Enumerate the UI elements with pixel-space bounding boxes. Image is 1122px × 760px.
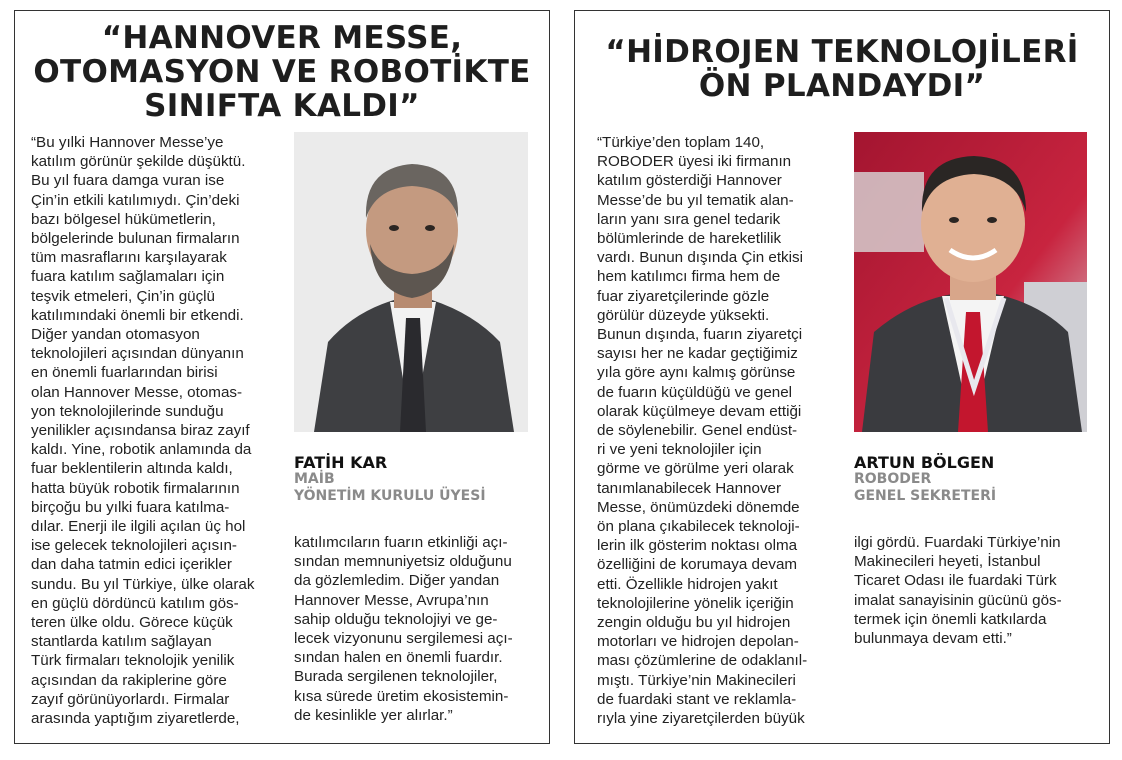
body-text-line: imalat sanayisinin gücünü gös- [854,591,1062,609]
body-text-line: Messe’de bu yıl tematik alan- [597,191,794,209]
body-text-line: ması çözümlerine de odaklanıl- [597,652,808,670]
person-title: YÖNETİM KURULU ÜYESİ [294,488,486,504]
body-text-line: fuar ziyaretçilerinde gözle [597,287,770,305]
body-text-line: teknolojileri açısından dünyanın [31,345,244,363]
body-text-line: “Bu yılki Hannover Messe’ye [31,134,224,151]
person-caption [854,454,996,505]
portrait-illustration [294,132,528,432]
headline-line: “HİDROJEN TEKNOLOJİLERİ [605,34,1079,70]
body-text-line: teren ülke oldu. Görece küçük [31,614,233,632]
body-text-line: en güçlü dördüncü katılım gös- [31,594,239,612]
body-text-line: ilgi gördü. Fuardaki Türkiye’nin [854,534,1061,551]
person-name: FATİH KAR [294,453,388,472]
body-text-line: bölgelerinde bulunan firmaların [31,230,240,248]
body-text-line: de kesinlikle yer alırlar.” [294,706,453,724]
body-text-line: katılım gösterdiği Hannover [597,172,782,190]
body-text-line: dılar. Enerji ile ilgili açılan üç hol [31,518,246,536]
body-column-2 [854,533,1062,648]
person-organization: ROBODER [854,471,932,487]
body-text-line: de söylenebilir. Genel endüst- [597,422,798,440]
body-text-line: tüm masraflarını karşılayarak [31,249,227,267]
body-text-line: sayısı her ne kadar geçtiğimiz [597,345,798,363]
body-text-line: kaldı. Yine, robotik anlamında da [31,441,252,459]
body-text-line: açısından da rakiplerine göre [31,671,227,689]
body-text-line: ROBODER üyesi iki firmanın [597,153,792,171]
body-column-2 [294,533,513,725]
body-text-line: teknolojilerine yönelik içeriğin [597,594,794,612]
body-text-line: termek için önemli katkılarda [854,610,1047,628]
body-column-1 [597,133,807,728]
portrait-illustration [854,132,1087,432]
headline-line: SINIFTA KALDI” [144,88,420,124]
headline-line: ÖN PLANDAYDI” [698,68,986,104]
headline [575,35,1109,103]
body-text-line: Messe, önümüzdeki dönemde [597,498,800,516]
body-text-line: rıyla yine ziyaretçilerden büyük [597,710,805,728]
body-text-line: Bu yıl fuara damga vuran ise [31,172,225,190]
body-text-line: da gözlemledim. Diğer yandan [294,572,500,590]
body-text-line: de fuardaki stant ve reklamla- [597,690,797,708]
body-text-line: özelliğini de korumaya devam [597,556,798,574]
body-text-line: yenilikler açısındansa biraz zayıf [31,422,250,440]
body-text-line: sundu. Bu yıl Türkiye, ülke olarak [31,575,255,593]
body-text-line: Ticaret Odası ile fuardaki Türk [854,572,1057,590]
body-text-line: katılım görünür şekilde düşüktü. [31,153,246,171]
body-text-line: Bunun dışında, fuarın ziyaretçi [597,326,803,344]
body-text-line: vardı. Bunun dışında Çin etkisi [597,249,803,267]
article-panel-left [14,10,550,744]
body-text-line: zayıf görünüyorlardı. Firmalar [31,690,230,708]
body-text-line: etti. Özellikle hidrojen yakıt [597,575,778,593]
body-text-line: birçoğu bu yılki fuara katılma- [31,498,230,516]
body-text-line: Makinecileri heyeti, İstanbul [854,553,1041,571]
body-text-line: Hannover Messe, Avrupa’nın [294,591,489,609]
person-title: GENEL SEKRETERİ [854,488,997,504]
body-text-line: bulunmaya devam etti.” [854,630,1012,648]
body-text-line: ların yanı sıra genel tedarik [597,210,781,228]
person-name: ARTUN BÖLGEN [854,453,995,472]
body-text-line: katılımındaki önemli bir etkendi. [31,306,244,324]
body-text-line: Çin’in etkili katılımıydı. Çin’deki [31,191,240,209]
body-text-line: olarak küçülmeye devam ettiği [597,402,802,420]
body-text-line: ön plana çıkabilecek teknoloji- [597,518,800,536]
body-text-line: sahip olduğu teknolojiyi ve ge- [294,610,498,628]
body-text-line: dan daha tatmin edici içerikler [31,556,232,574]
body-text-line: bazı bölgesel hükümetlerin, [31,210,216,228]
portrait-photo [294,132,528,432]
body-text-line: de fuarın küçüldüğü ve genel [597,383,793,401]
body-text-line: kısa sürede üretim ekosistemin- [294,687,509,705]
body-text-line: motorları ve hidrojen depolan- [597,633,799,651]
body-text-line: lerin ilk gösterim noktası olma [597,537,798,555]
body-text-line: hem katılımcı firma hem de [597,268,781,286]
headline-line: “HANNOVER MESSE, [101,20,463,56]
body-text-line: sından memnuniyetsiz olduğunu [294,553,512,571]
body-text-line: ise gelecek teknolojileri açısın- [31,537,237,555]
body-text-line: hatta büyük robotik firmalarının [31,479,240,497]
body-text-line: tanımlanabilecek Hannover [597,479,782,497]
body-text-line: zengin olduğu bu yıl hidrojen [597,614,791,632]
body-text-line: yon teknolojilerinde sunduğu [31,402,224,420]
headline [15,21,549,123]
body-text-line: fuara katılım sağlamaları için [31,268,225,286]
body-text-line: lecek vizyonunu sergilemesi açı- [294,630,513,648]
body-text-line: katılımcıların fuarın etkinliği açı- [294,534,508,551]
article-panel-right [574,10,1110,744]
body-text-line: stantlarda katılım sağlayan [31,633,212,651]
body-text-line: sından halen en önemli fuardır. [294,649,503,667]
body-text-line: ri ve yeni teknolojiler için [597,441,762,459]
body-text-line: Türk firmaları teknolojik yenilik [31,652,235,670]
body-text-line: görülür düzeyde yüksekti. [597,306,770,324]
portrait-photo [854,132,1087,432]
person-caption [294,454,486,505]
body-text-line: “Türkiye’den toplam 140, [597,134,765,151]
body-text-line: yıla göre aynı kalmış görünse [597,364,796,382]
body-text-line: olan Hannover Messe, otomas- [31,383,243,401]
body-text-line: görme ve görülme yeri olarak [597,460,794,478]
body-column-1 [31,133,254,728]
headline-line: OTOMASYON VE ROBOTİKTE [33,54,531,90]
body-text-line: teşvik etmeleri, Çin’in güçlü [31,287,216,305]
body-text-line: Burada sergilenen teknolojiler, [294,668,498,686]
person-organization: MAİB [294,471,335,487]
body-text-line: mıştı. Türkiye’nin Makinecileri [597,671,796,689]
body-text-line: fuar beklentilerin altında kaldı, [31,460,233,478]
body-text-line: Diğer yandan otomasyon [31,326,200,344]
body-text-line: en önemli fuarlarından birisi [31,364,218,382]
body-text-line: arasında yaptığım ziyaretlerde, [31,710,240,728]
body-text-line: bölümlerinde de hareketlilik [597,230,782,248]
